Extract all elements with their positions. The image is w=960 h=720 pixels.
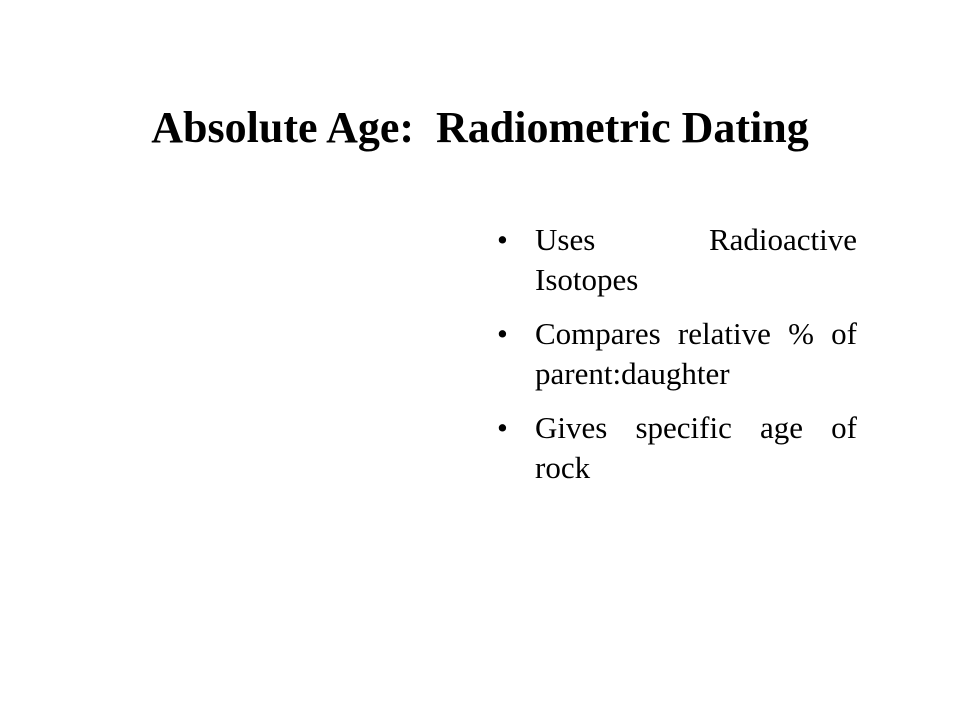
bullet-item: [497, 314, 857, 394]
bullet-text: Uses Radioactive Isotopes: [535, 222, 857, 297]
bullet-item: [497, 220, 857, 300]
slide-title: Absolute Age: Radiometric Dating: [151, 103, 809, 152]
bullet-item: [497, 408, 857, 488]
bullet-text: Gives specific age of rock: [535, 410, 857, 485]
bullet-icon: •: [497, 410, 508, 445]
bullet-icon: •: [497, 316, 508, 351]
bullet-text: Compares relative % of parent:daughter: [535, 316, 857, 391]
bullet-icon: •: [497, 222, 508, 257]
bullet-list: [497, 220, 857, 502]
